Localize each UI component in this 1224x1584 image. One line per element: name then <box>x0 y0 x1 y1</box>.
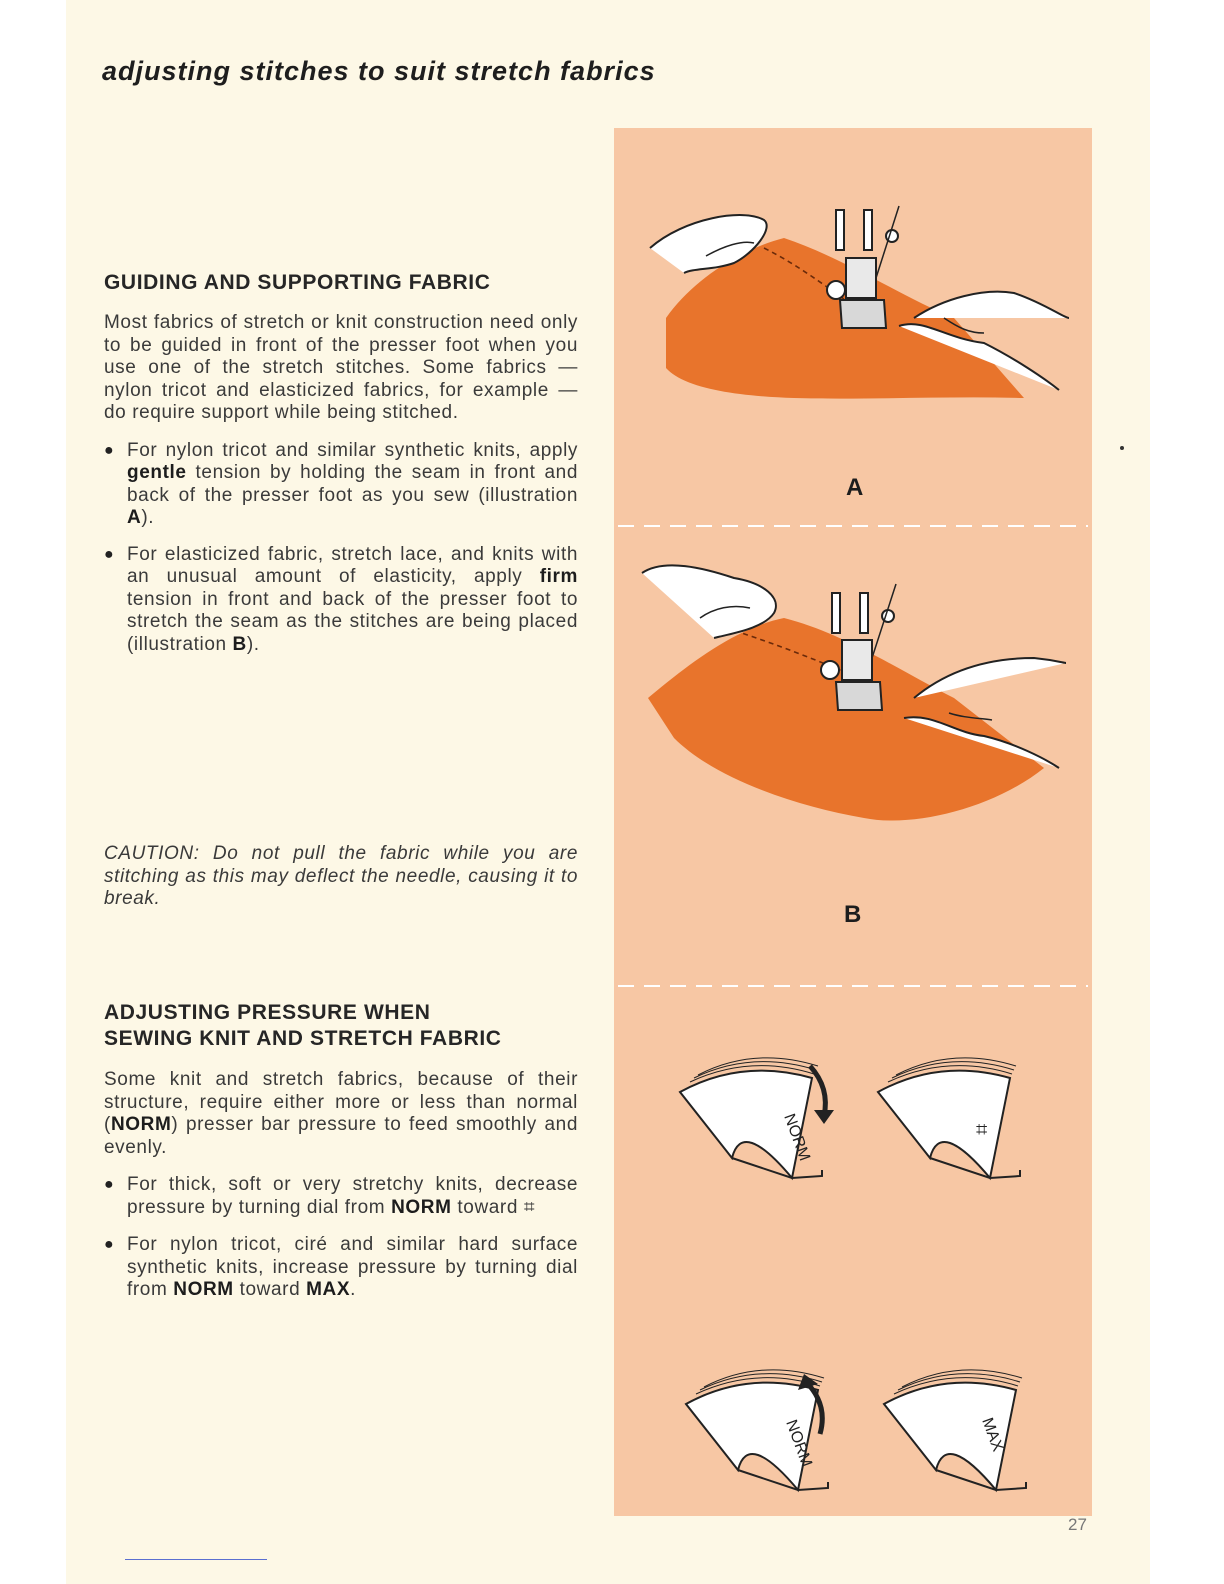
bullet-dot: ● <box>104 1236 115 1253</box>
pressure-bullets <box>104 1174 578 1302</box>
print-speck <box>1120 446 1124 450</box>
illustrations <box>614 128 1092 1516</box>
guiding-intro: Most fabrics of stretch or knit construction need only to be guided in front of the presser foot when you use one of the stretch stitches. Some fabrics — nylon tricot and elasticized fabrics, for example — do require support while being stitched. <box>104 312 578 423</box>
figure-a-sewing-illustration <box>650 206 1069 399</box>
page-number: 27 <box>1068 1515 1087 1534</box>
caution-text: CAUTION: Do not pull the fabric while you are stitching as this may deflect the needle, causing it to break. <box>104 843 578 909</box>
dial-max-label: MAX <box>978 1415 1007 1454</box>
dial-darning-symbol: ⌗ <box>976 1117 988 1141</box>
darning-symbol: ⌗ <box>523 1196 536 1218</box>
section-heading-guiding: GUIDING AND SUPPORTING FABRIC <box>104 271 491 294</box>
dial-norm-increase <box>686 1370 828 1490</box>
guiding-bullet-gentle: ● For nylon tricot and similar synthetic knits, apply gentle tension by holding the seam in front and back of the presser foot as you sew (illustration A). <box>104 439 578 528</box>
caution-block <box>104 843 578 911</box>
guiding-bullet-firm: ● For elasticized fabric, stretch lace, and knits with an unusual amount of elasticity, apply firm tension in front and back of the presser foot to stretch the seam as the stitches are being placed (illustration B). <box>104 543 578 655</box>
bullet-dot: ● <box>104 1176 115 1193</box>
pressure-intro: Some knit and stretch fabrics, because of their structure, require either more or less than normal (NORM) presser bar pressure to feed smoothly and evenly. <box>104 1069 578 1158</box>
page-title: adjusting stitches to suit stretch fabrics <box>102 56 656 86</box>
illustration-panel <box>614 128 1092 1516</box>
section-heading-pressure: ADJUSTING PRESSURE WHEN SEWING KNIT AND STRETCH FABRIC <box>104 1001 502 1050</box>
figure-b-label: B <box>844 901 862 928</box>
section-pressure <box>104 1000 578 1302</box>
bullet-dot: ● <box>104 441 115 459</box>
pressure-bullet-increase: ● For nylon tricot, ciré and similar hard surface synthetic knits, increase pressure by turning dial from NORM toward MAX. <box>104 1234 578 1300</box>
dial-norm-decrease <box>680 1058 834 1178</box>
footer-rule <box>125 1559 267 1560</box>
guiding-bullets <box>104 440 578 657</box>
section-guiding <box>104 270 578 656</box>
dial-norm-label: NORM <box>780 1111 813 1164</box>
arrow-down-icon <box>814 1110 834 1124</box>
figure-b-sewing-illustration <box>642 565 1066 820</box>
bullet-dot: ● <box>104 545 115 563</box>
pressure-bullet-decrease: ● For thick, soft or very stretchy knits, decrease pressure by turning dial from NORM toward ⌗ <box>104 1174 578 1218</box>
dial-max <box>884 1370 1026 1490</box>
dial-norm-label: NORM <box>782 1417 815 1470</box>
figure-a-label: A <box>846 474 864 501</box>
dial-darning <box>878 1058 1020 1178</box>
